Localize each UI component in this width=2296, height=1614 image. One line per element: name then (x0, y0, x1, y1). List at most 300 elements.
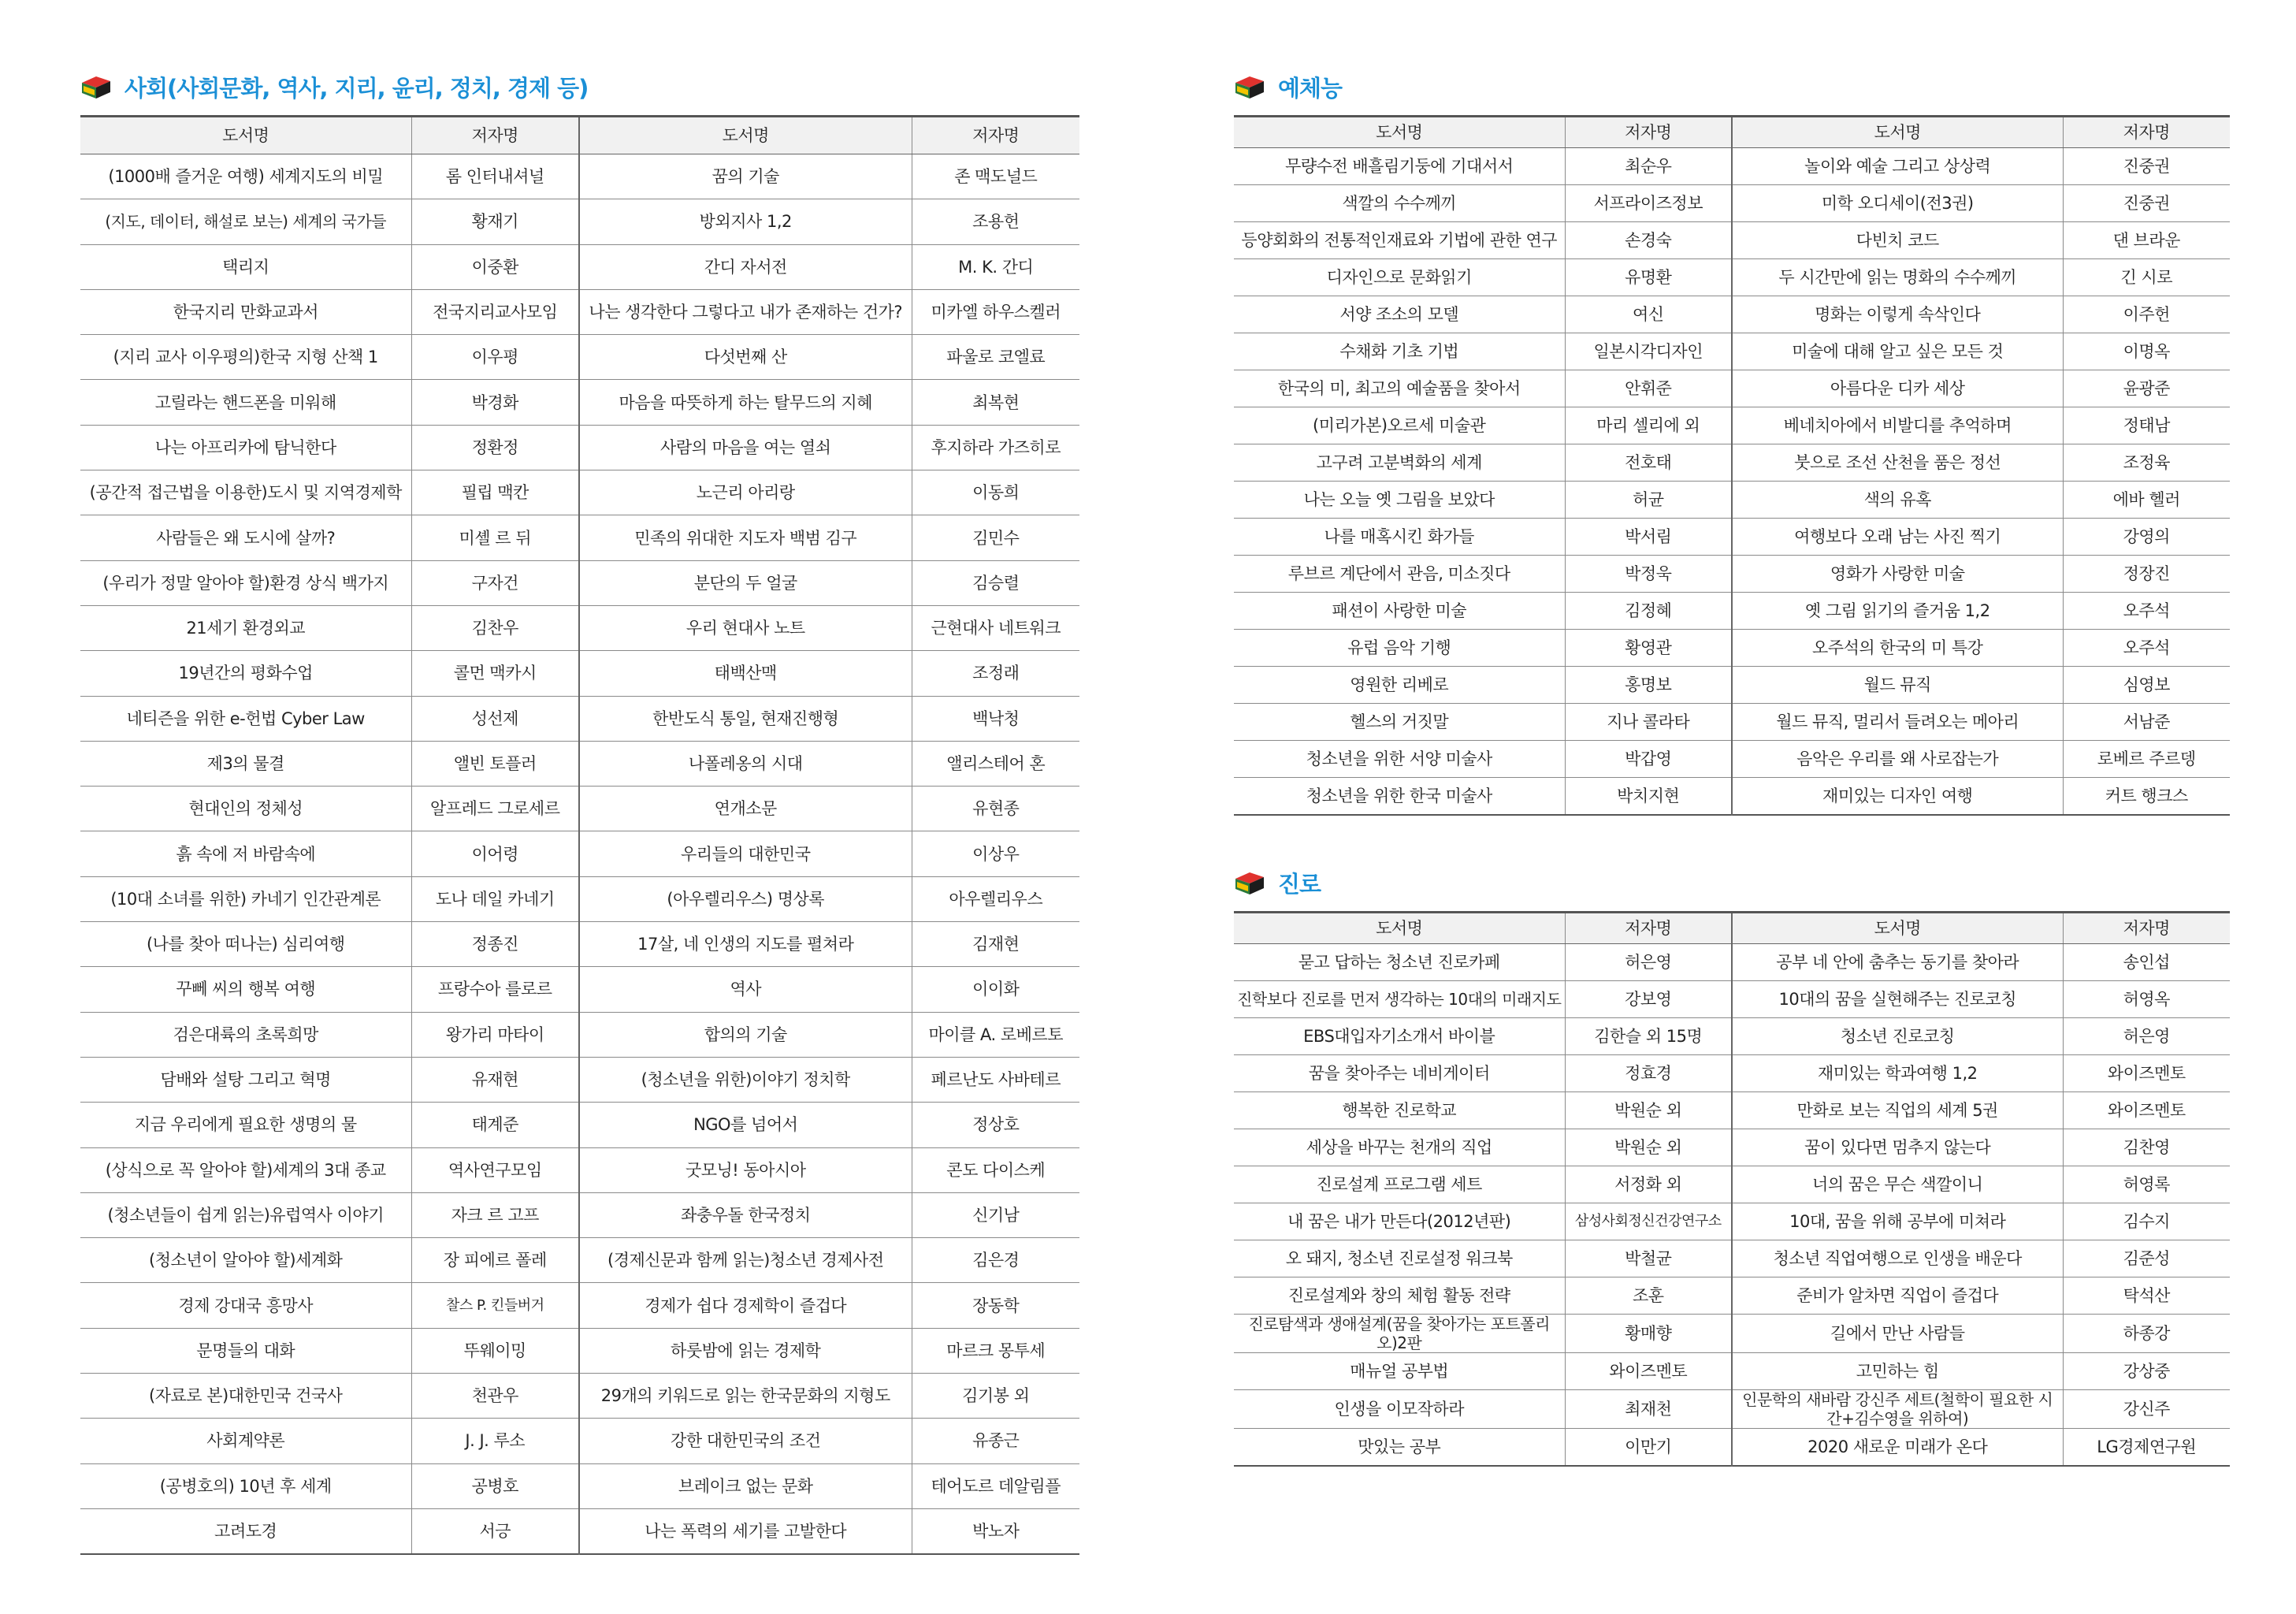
table-row (1234, 185, 2230, 222)
book-author: 강영의 (2063, 519, 2230, 556)
book-author: 유현종 (912, 787, 1079, 831)
book-title: 검은대륙의 초록희망 (80, 1012, 411, 1057)
book-author: 손경숙 (1565, 222, 1732, 259)
book-author: 허균 (1565, 482, 1732, 519)
book-author: 페르난도 사바테르 (912, 1057, 1079, 1102)
book-title: 택리지 (80, 244, 411, 289)
table-row (80, 741, 1079, 786)
book-title: 매뉴얼 공부법 (1234, 1353, 1565, 1390)
book-author: 최순우 (1565, 148, 1732, 185)
book-title: (지도, 데이터, 해설로 보는) 세계의 국가들 (80, 199, 411, 244)
book-author: 김재현 (912, 922, 1079, 967)
book-author: 서정화 외 (1565, 1166, 1732, 1203)
book-author: 긴 시로 (2063, 259, 2230, 296)
book-title: 나를 매혹시킨 화가들 (1234, 519, 1565, 556)
book-title: 현대인의 정체성 (80, 787, 411, 831)
book-author: 와이즈멘토 (2063, 1055, 2230, 1092)
book-title: 유럽 음악 기행 (1234, 630, 1565, 667)
book-author: 허은영 (1565, 944, 1732, 981)
table-row (80, 922, 1079, 967)
book-title: 고려도경 (80, 1508, 411, 1554)
section-career-title: 진로 (1278, 870, 1321, 898)
book-title: 옛 그림 읽기의 즐거움 1,2 (1732, 593, 2063, 630)
book-author: 역사연구모임 (411, 1147, 579, 1192)
book-title: 꿈을 찾아주는 네비게이터 (1234, 1055, 1565, 1092)
book-title: 길에서 만난 사람들 (1732, 1315, 2063, 1353)
book-title: 한반도식 통일, 현재진행형 (579, 696, 912, 741)
table-row (80, 1419, 1079, 1463)
book-author: 김한슬 외 15명 (1565, 1018, 1732, 1055)
book-author: 근현대사 네트워크 (912, 605, 1079, 650)
book-author: 김정혜 (1565, 593, 1732, 630)
book-icon (1232, 72, 1267, 102)
book-author: 삼성사회정신건강연구소 (1565, 1203, 1732, 1240)
book-title: (10대 소녀를 위한) 카네기 인간관계론 (80, 876, 411, 921)
table-row (1234, 370, 2230, 407)
book-author: 와이즈멘토 (2063, 1092, 2230, 1129)
book-author: 정상호 (912, 1103, 1079, 1147)
book-title: 우리 현대사 노트 (579, 605, 912, 650)
book-author: 이중환 (411, 244, 579, 289)
book-author: 김수지 (2063, 1203, 2230, 1240)
book-title: (청소년을 위한)이야기 정치학 (579, 1057, 912, 1102)
book-title: 꾸뻬 씨의 행복 여행 (80, 967, 411, 1012)
book-title: (공간적 접근법을 이용한)도시 및 지역경제학 (80, 470, 411, 515)
book-author: LG경제연구원 (2063, 1429, 2230, 1467)
book-title: 고릴라는 핸드폰을 미워해 (80, 380, 411, 425)
book-author: 롬 인터내셔널 (411, 154, 579, 199)
book-title: 행복한 진로학교 (1234, 1092, 1565, 1129)
book-title: 강한 대한민국의 조건 (579, 1419, 912, 1463)
book-author: 커트 행크스 (2063, 778, 2230, 816)
book-author: 자크 르 고프 (411, 1192, 579, 1237)
book-author: 조정육 (2063, 444, 2230, 482)
table-row (80, 1508, 1079, 1554)
table-row (1234, 259, 2230, 296)
arts-book-table (1234, 115, 2230, 816)
book-title: 패션이 사랑한 미술 (1234, 593, 1565, 630)
table-row (1234, 593, 2230, 630)
table-row (80, 696, 1079, 741)
book-title: 한국의 미, 최고의 예술품을 찾아서 (1234, 370, 1565, 407)
table-row (80, 470, 1079, 515)
book-title: 좌충우돌 한국정치 (579, 1192, 912, 1237)
book-title: 마음을 따뜻하게 하는 탈무드의 지혜 (579, 380, 912, 425)
book-title: 월드 뮤직, 멀리서 들려오는 메아리 (1732, 704, 2063, 741)
book-author: 박원순 외 (1565, 1129, 1732, 1166)
col-header-author: 저자명 (411, 117, 579, 154)
table-row (1234, 1018, 2230, 1055)
book-title: 10대, 꿈을 위해 공부에 미쳐라 (1732, 1203, 2063, 1240)
book-title: 21세기 환경외교 (80, 605, 411, 650)
table-row (1234, 1277, 2230, 1315)
table-row (80, 515, 1079, 560)
book-title: 17살, 네 인생의 지도를 펼쳐라 (579, 922, 912, 967)
book-author: 정환정 (411, 425, 579, 470)
book-title: 놀이와 예술 그리고 상상력 (1732, 148, 2063, 185)
book-title: 사람들은 왜 도시에 살까? (80, 515, 411, 560)
book-title: 우리들의 대한민국 (579, 831, 912, 876)
book-title: 19년간의 평화수업 (80, 651, 411, 696)
book-author: 후지하라 가즈히로 (912, 425, 1079, 470)
book-title: 서양 조소의 모델 (1234, 296, 1565, 333)
table-row (1234, 1390, 2230, 1429)
book-title: 노근리 아리랑 (579, 470, 912, 515)
table-row (1234, 1166, 2230, 1203)
col-header-title: 도서명 (1732, 117, 2063, 148)
book-author: 박원순 외 (1565, 1092, 1732, 1129)
book-author: 조정래 (912, 651, 1079, 696)
book-title: 명화는 이렇게 속삭인다 (1732, 296, 2063, 333)
book-title: 합의의 기술 (579, 1012, 912, 1057)
table-row (1234, 333, 2230, 370)
book-title: 재미있는 학과여행 1,2 (1732, 1055, 2063, 1092)
book-author: 왕가리 마타이 (411, 1012, 579, 1057)
book-author: 지나 콜라타 (1565, 704, 1732, 741)
col-header-title: 도서명 (579, 117, 912, 154)
book-title: 루브르 계단에서 관음, 미소짓다 (1234, 556, 1565, 593)
col-header-title: 도서명 (1732, 913, 2063, 944)
book-author: 천관우 (411, 1374, 579, 1419)
book-title: 하룻밤에 읽는 경제학 (579, 1328, 912, 1373)
book-title: (청소년이 알아야 할)세계화 (80, 1238, 411, 1283)
book-author: 장동학 (912, 1283, 1079, 1328)
book-title: 굿모닝! 동아시아 (579, 1147, 912, 1192)
book-title: EBS대입자기소개서 바이블 (1234, 1018, 1565, 1055)
table-row (1234, 1055, 2230, 1092)
book-author: 이이화 (912, 967, 1079, 1012)
col-header-author: 저자명 (1565, 117, 1732, 148)
book-author: 김민수 (912, 515, 1079, 560)
book-author: 박서림 (1565, 519, 1732, 556)
book-author: 일본시각디자인 (1565, 333, 1732, 370)
book-author: 와이즈멘토 (1565, 1353, 1732, 1390)
table-row (1234, 1203, 2230, 1240)
book-title: NGO를 넘어서 (579, 1103, 912, 1147)
table-row (80, 1283, 1079, 1328)
table-row (1234, 1429, 2230, 1467)
book-title: (경제신문과 함께 읽는)청소년 경제사전 (579, 1238, 912, 1283)
section-arts (1232, 69, 2230, 816)
section-social-header (79, 69, 1079, 104)
book-title: 태백산맥 (579, 651, 912, 696)
book-author: 정효경 (1565, 1055, 1732, 1092)
section-career (1232, 865, 2230, 1467)
book-author: 김은경 (912, 1238, 1079, 1283)
book-author: 오주석 (2063, 630, 2230, 667)
book-title: 음악은 우리를 왜 사로잡는가 (1732, 741, 2063, 778)
book-author: 로베르 주르뎅 (2063, 741, 2230, 778)
book-title: 헬스의 거짓말 (1234, 704, 1565, 741)
book-author: 이상우 (912, 831, 1079, 876)
table-row (80, 831, 1079, 876)
book-author: 이주헌 (2063, 296, 2230, 333)
book-title: 영원한 리베로 (1234, 667, 1565, 704)
book-title: (우리가 정말 알아야 할)환경 상식 백가지 (80, 560, 411, 605)
table-row (80, 876, 1079, 921)
book-title: 다섯번째 산 (579, 335, 912, 380)
book-title: 인생을 이모작하라 (1234, 1390, 1565, 1429)
book-author: 신기남 (912, 1192, 1079, 1237)
book-author: 앨빈 토플러 (411, 741, 579, 786)
table-row (1234, 741, 2230, 778)
book-author: 최재천 (1565, 1390, 1732, 1429)
table-row (80, 1374, 1079, 1419)
book-icon (79, 72, 113, 102)
book-title: 미술에 대해 알고 싶은 모든 것 (1732, 333, 2063, 370)
table-row (80, 425, 1079, 470)
table-row (80, 199, 1079, 244)
book-author: 안휘준 (1565, 370, 1732, 407)
book-title: 나는 폭력의 세기를 고발한다 (579, 1508, 912, 1554)
book-title: 연개소문 (579, 787, 912, 831)
table-row (80, 289, 1079, 334)
book-title: 민족의 위대한 지도자 백범 김구 (579, 515, 912, 560)
book-title: 나폴레옹의 시대 (579, 741, 912, 786)
book-author: 서남준 (2063, 704, 2230, 741)
table-row (80, 651, 1079, 696)
book-author: 찰스 P. 킨들버거 (411, 1283, 579, 1328)
book-title: 꿈이 있다면 멈추지 않는다 (1732, 1129, 2063, 1166)
table-row (80, 380, 1079, 425)
book-title: 방외지사 1,2 (579, 199, 912, 244)
career-book-table (1234, 911, 2230, 1467)
book-author: 강신주 (2063, 1390, 2230, 1429)
table-row (1234, 630, 2230, 667)
book-title: (1000배 즐거운 여행) 세계지도의 비밀 (80, 154, 411, 199)
book-title: 청소년을 위한 서양 미술사 (1234, 741, 1565, 778)
book-title: (아우렐리우스) 명상록 (579, 876, 912, 921)
book-author: 이만기 (1565, 1429, 1732, 1467)
book-title: 분단의 두 얼굴 (579, 560, 912, 605)
book-title: 너의 꿈은 무슨 색깔이니 (1732, 1166, 2063, 1203)
book-title: 진로설계와 창의 체험 활동 전략 (1234, 1277, 1565, 1315)
book-author: 정태남 (2063, 407, 2230, 444)
book-title: (청소년들이 쉽게 읽는)유럽역사 이야기 (80, 1192, 411, 1237)
table-header-row (80, 117, 1079, 154)
book-author: 강상중 (2063, 1353, 2230, 1390)
table-row (1234, 556, 2230, 593)
book-author: 마르크 몽투세 (912, 1328, 1079, 1373)
book-author: 김승렬 (912, 560, 1079, 605)
book-title: 오주석의 한국의 미 특강 (1732, 630, 2063, 667)
table-row (1234, 444, 2230, 482)
book-title: (나를 찾아 떠나는) 심리여행 (80, 922, 411, 967)
table-row (1234, 667, 2230, 704)
book-author: 구자건 (411, 560, 579, 605)
book-title: 재미있는 디자인 여행 (1732, 778, 2063, 816)
book-author: 송인섭 (2063, 944, 2230, 981)
table-row (80, 1012, 1079, 1057)
book-author: 장 피에르 폴레 (411, 1238, 579, 1283)
book-title: 청소년을 위한 한국 미술사 (1234, 778, 1565, 816)
table-row (80, 560, 1079, 605)
book-title: 사람의 마음을 여는 열쇠 (579, 425, 912, 470)
table-row (80, 1103, 1079, 1147)
book-author: 유명환 (1565, 259, 1732, 296)
book-title: (자료로 본)대한민국 건국사 (80, 1374, 411, 1419)
col-header-title: 도서명 (80, 117, 411, 154)
table-row (1234, 1315, 2230, 1353)
book-author: 서긍 (411, 1508, 579, 1554)
section-career-header (1232, 865, 2230, 900)
table-row (80, 1192, 1079, 1237)
book-author: 성선제 (411, 696, 579, 741)
book-title: 세상을 바꾸는 천개의 직업 (1234, 1129, 1565, 1166)
table-row (1234, 482, 2230, 519)
book-author: 허은영 (2063, 1018, 2230, 1055)
book-title: 오 돼지, 청소년 진로설정 워크북 (1234, 1240, 1565, 1277)
book-title: 네티즌을 위한 e-헌법 Cyber Law (80, 696, 411, 741)
col-header-author: 저자명 (2063, 913, 2230, 944)
book-author: 탁석산 (2063, 1277, 2230, 1315)
col-header-title: 도서명 (1234, 913, 1565, 944)
book-title: 맛있는 공부 (1234, 1429, 1565, 1467)
book-author: 윤광준 (2063, 370, 2230, 407)
book-author: 진중권 (2063, 185, 2230, 222)
book-author: 공병호 (411, 1463, 579, 1508)
book-title: 여행보다 오래 남는 사진 찍기 (1732, 519, 2063, 556)
table-row (1234, 1353, 2230, 1390)
book-title: 아름다운 디카 세상 (1732, 370, 2063, 407)
table-row (1234, 981, 2230, 1018)
book-title: 수채화 기초 기법 (1234, 333, 1565, 370)
col-header-author: 저자명 (1565, 913, 1732, 944)
book-author: 마이클 A. 로베르토 (912, 1012, 1079, 1057)
book-author: M. K. 간디 (912, 244, 1079, 289)
book-author: 조용헌 (912, 199, 1079, 244)
table-row (1234, 1129, 2230, 1166)
book-author: 하종강 (2063, 1315, 2230, 1353)
book-author: 전국지리교사모임 (411, 289, 579, 334)
col-header-author: 저자명 (912, 117, 1079, 154)
book-title: 꿈의 기술 (579, 154, 912, 199)
book-title: 경제 강대국 흥망사 (80, 1283, 411, 1328)
book-title: 준비가 알차면 직업이 즐겁다 (1732, 1277, 2063, 1315)
book-title: 청소년 직업여행으로 인생을 배운다 (1732, 1240, 2063, 1277)
book-author: 정장진 (2063, 556, 2230, 593)
table-row (1234, 944, 2230, 981)
book-author: 이어령 (411, 831, 579, 876)
book-author: 마리 셀리에 외 (1565, 407, 1732, 444)
book-author: 허영옥 (2063, 981, 2230, 1018)
book-author: 백낙청 (912, 696, 1079, 741)
book-title: (상식으로 꼭 알아야 할)세계의 3대 종교 (80, 1147, 411, 1192)
table-row (1234, 778, 2230, 816)
book-author: 이우평 (411, 335, 579, 380)
book-title: 진로탐색과 생애설계(꿈을 찾아가는 포트폴리오)2판 (1234, 1315, 1565, 1353)
book-author: 김기봉 외 (912, 1374, 1079, 1419)
book-title: (공병호의) 10년 후 세계 (80, 1463, 411, 1508)
social-book-table (80, 115, 1079, 1555)
book-author: 박정욱 (1565, 556, 1732, 593)
book-author: 심영보 (2063, 667, 2230, 704)
book-author: 존 맥도널드 (912, 154, 1079, 199)
table-row (80, 1328, 1079, 1373)
book-author: 유종근 (912, 1419, 1079, 1463)
book-title: 베네치아에서 비발디를 추억하며 (1732, 407, 2063, 444)
book-author: J. J. 루소 (411, 1419, 579, 1463)
book-author: 최복현 (912, 380, 1079, 425)
book-title: 나는 아프리카에 탐닉한다 (80, 425, 411, 470)
book-title: 다빈치 코드 (1732, 222, 2063, 259)
book-author: 미카엘 하우스켈러 (912, 289, 1079, 334)
table-row (1234, 704, 2230, 741)
table-row (80, 154, 1079, 199)
book-title: 담배와 설탕 그리고 혁명 (80, 1057, 411, 1102)
table-row (80, 967, 1079, 1012)
book-author: 김찬영 (2063, 1129, 2230, 1166)
book-author: 정종진 (411, 922, 579, 967)
book-author: 진중권 (2063, 148, 2230, 185)
book-author: 이동희 (912, 470, 1079, 515)
table-header-row (1234, 913, 2230, 944)
book-author: 김찬우 (411, 605, 579, 650)
table-row (80, 335, 1079, 380)
book-title: 브레이크 없는 문화 (579, 1463, 912, 1508)
book-title: 지금 우리에게 필요한 생명의 물 (80, 1103, 411, 1147)
book-title: 제3의 물결 (80, 741, 411, 786)
book-title: 만화로 보는 직업의 세계 5권 (1732, 1092, 2063, 1129)
book-author: 앨리스테어 혼 (912, 741, 1079, 786)
table-row (1234, 1092, 2230, 1129)
book-title: 2020 새로운 미래가 온다 (1732, 1429, 2063, 1467)
book-author: 박치지현 (1565, 778, 1732, 816)
book-title: 나는 오늘 옛 그림을 보았다 (1234, 482, 1565, 519)
table-header-row (1234, 117, 2230, 148)
table-row (80, 1147, 1079, 1192)
section-arts-header (1232, 69, 2230, 104)
book-title: 색의 유혹 (1732, 482, 2063, 519)
book-author: 프랑수아 를로르 (411, 967, 579, 1012)
book-title: (미리가본)오르세 미술관 (1234, 407, 1565, 444)
section-arts-title: 예체능 (1278, 74, 1343, 102)
book-title: 색깔의 수수께끼 (1234, 185, 1565, 222)
section-social (79, 69, 1079, 1555)
book-title: 고구려 고분벽화의 세계 (1234, 444, 1565, 482)
col-header-author: 저자명 (2063, 117, 2230, 148)
book-author: 댄 브라운 (2063, 222, 2230, 259)
table-row (80, 1463, 1079, 1508)
book-title: 한국지리 만화교과서 (80, 289, 411, 334)
table-row (80, 1238, 1079, 1283)
book-author: 에바 헬러 (2063, 482, 2230, 519)
book-author: 전호태 (1565, 444, 1732, 482)
book-author: 오주석 (2063, 593, 2230, 630)
book-author: 박철균 (1565, 1240, 1732, 1277)
book-title: 역사 (579, 967, 912, 1012)
book-title: 붓으로 조선 산천을 품은 정선 (1732, 444, 2063, 482)
book-title: (지리 교사 이우평의)한국 지형 산책 1 (80, 335, 411, 380)
book-author: 강보영 (1565, 981, 1732, 1018)
book-title: 묻고 답하는 청소년 진로카페 (1234, 944, 1565, 981)
book-author: 아우렐리우스 (912, 876, 1079, 921)
book-author: 콜먼 맥카시 (411, 651, 579, 696)
table-row (1234, 222, 2230, 259)
book-author: 김준성 (2063, 1240, 2230, 1277)
book-title: 내 꿈은 내가 만든다(2012년판) (1234, 1203, 1565, 1240)
book-title: 10대의 꿈을 실현해주는 진로코칭 (1732, 981, 2063, 1018)
book-icon (1232, 868, 1267, 898)
book-title: 영화가 사랑한 미술 (1732, 556, 2063, 593)
book-author: 테어도르 데알림플 (912, 1463, 1079, 1508)
book-author: 콘도 다이스케 (912, 1147, 1079, 1192)
book-author: 여신 (1565, 296, 1732, 333)
book-title: 간디 자서전 (579, 244, 912, 289)
book-title: 29개의 키워드로 읽는 한국문화의 지형도 (579, 1374, 912, 1419)
book-author: 박갑영 (1565, 741, 1732, 778)
table-row (80, 244, 1079, 289)
